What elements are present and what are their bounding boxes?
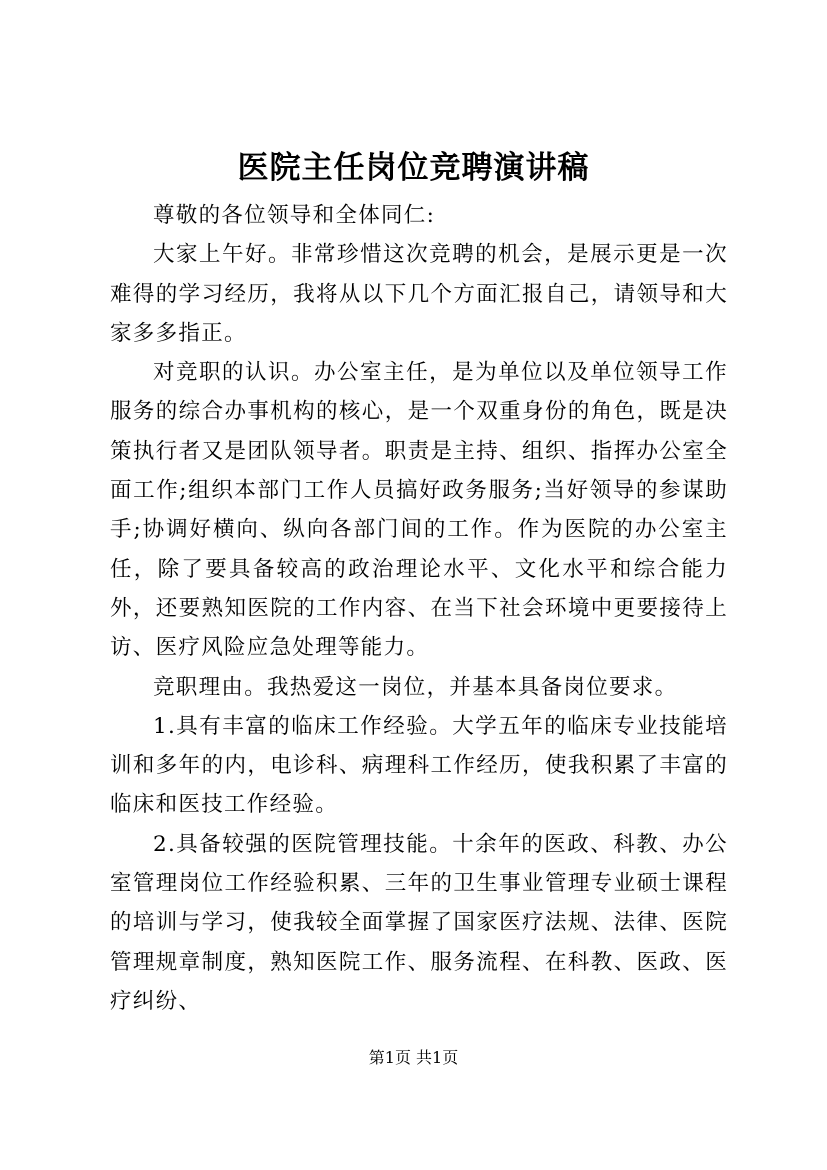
greeting-paragraph: 大家上午好。非常珍惜这次竞聘的机会，是展示更是一次难得的学习经历，我将从以下几个方面汇报自己，请领导和大家多多指正。 [110, 242, 728, 346]
reason-paragraph: 竞职理由。我热爱这一岗位，并基本具备岗位要求。 [153, 674, 678, 700]
document-body [110, 196, 728, 1021]
document-title: 医院主任岗位竞聘演讲稿 [237, 150, 590, 186]
role-understanding-paragraph: 对竞职的认识。办公室主任，是为单位以及单位领导工作服务的综合办事机构的核心，是一个双重身份的角色，既是决策执行者又是团队领导者。职责是主持、组织、指挥办公室全面工作;组织本部门工作人员搞好政务服务;当好领导的参谋助手;协调好横向、纵向各部门间的工作。作为医院的办公室主任，除了要具备较高的政治理论水平、文化水平和综合能力外，还要熟知医院的工作内容、在当下社会环境中更要接待上访、医疗风险应急处理等能力。 [110, 360, 728, 661]
clinical-experience-paragraph: 1.具有丰富的临床工作经验。大学五年的临床专业技能培训和多年的内，电诊科、病理科工作经历，使我积累了丰富的临床和医技工作经验。 [110, 713, 728, 818]
page-number-footer: 第1页 共1页 [368, 1048, 459, 1067]
management-skill-paragraph: 2.具备较强的医院管理技能。十余年的医政、科教、办公室管理岗位工作经验积累、三年的卫生事业管理专业硕士课程的培训与学习，使我较全面掌握了国家医疗法规、法律、医院管理规章制度，熟知医院工作、服务流程、在科教、医政、医疗纠纷、 [110, 831, 728, 1014]
salutation-paragraph: 尊敬的各位领导和全体同仁: [153, 203, 436, 228]
